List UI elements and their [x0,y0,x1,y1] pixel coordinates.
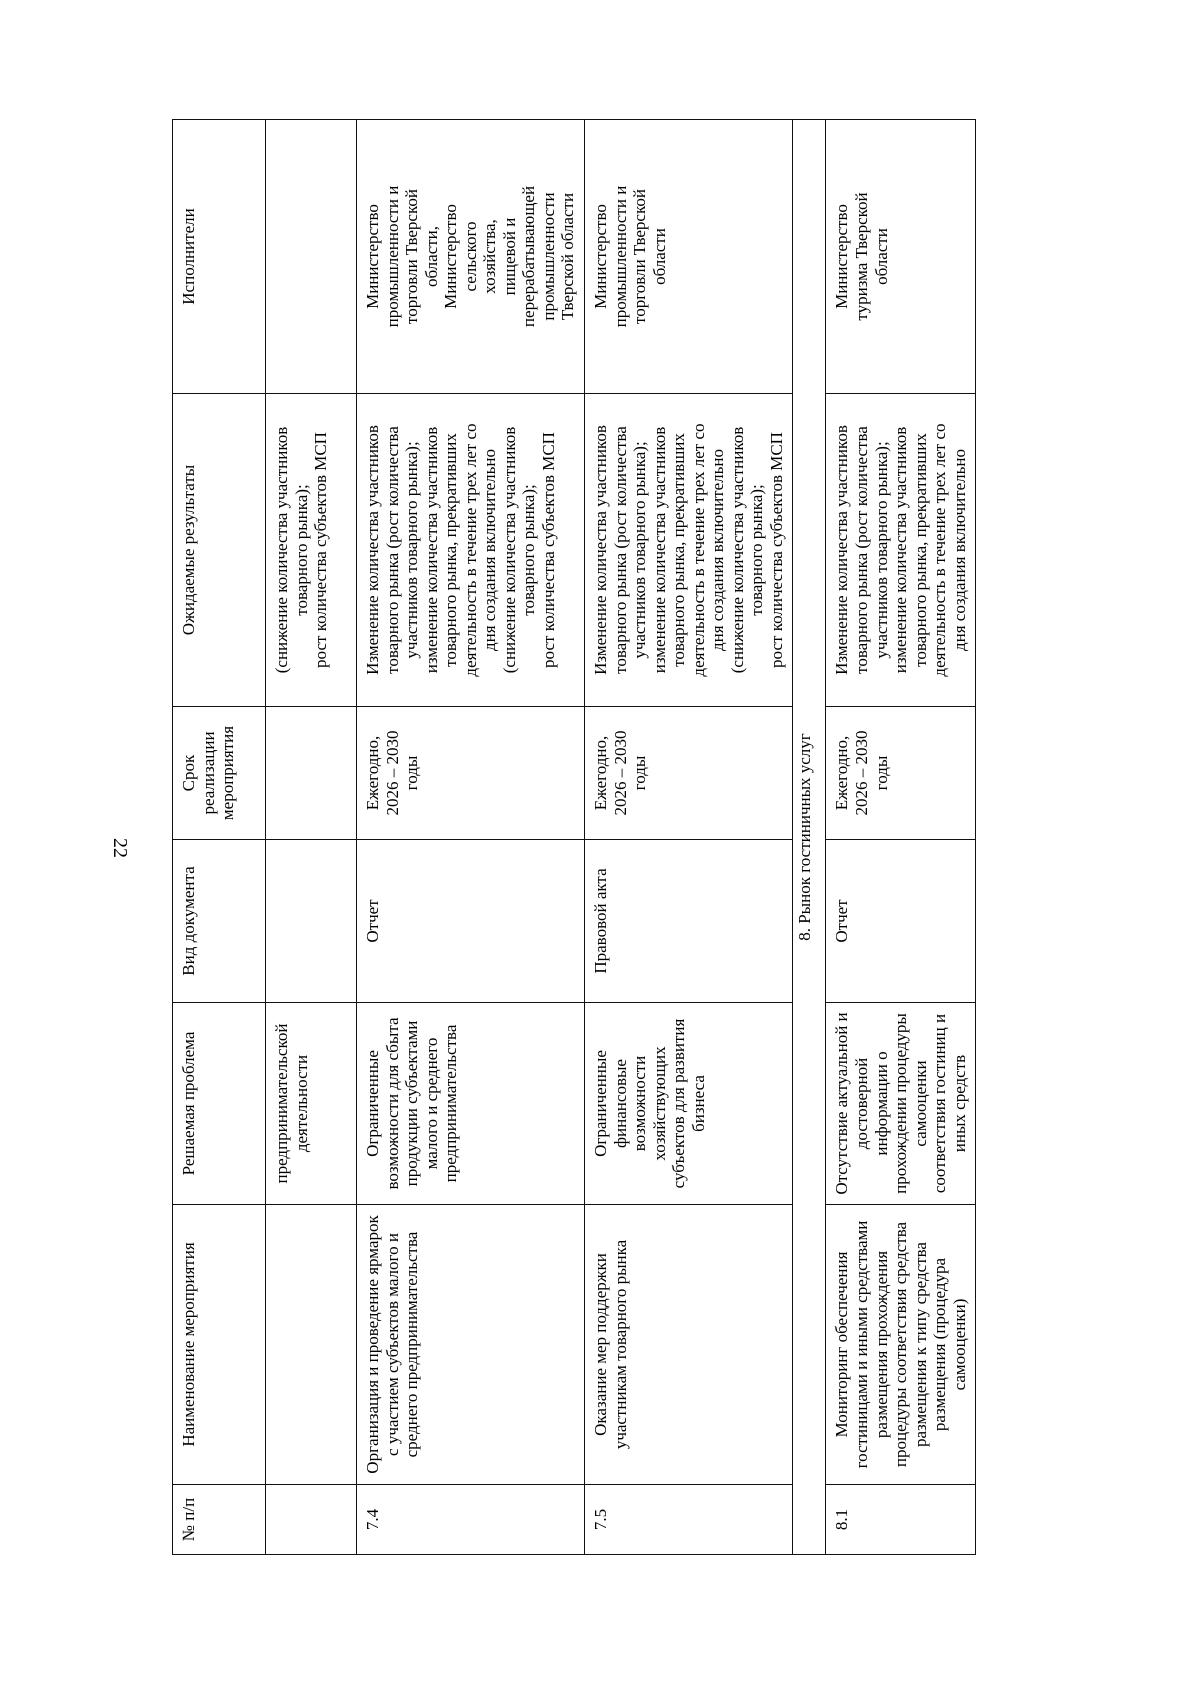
header-term: Срок реализации мероприятия [173,707,266,840]
text-line: участников товарного рынка); [402,441,422,659]
text-line: промышленности и [382,185,402,328]
text-line: возможности [630,1055,650,1152]
header-exec: Исполнители [173,120,266,394]
cell-results [266,394,357,707]
section-title: 8. Рынок гостиничных услуг [793,120,826,1555]
cell-name [826,1205,976,1485]
header-results: Ожидаемые результаты [173,394,266,707]
text-line: финансовые [610,1059,630,1148]
text-line: товарного рынка); [747,484,767,616]
text-line: изменение количества участников [649,426,669,674]
text-line: размещения (процедура [930,1257,950,1432]
text-line: товарного рынка (рост количества [852,426,872,674]
text-line: промышленности и [610,185,630,328]
text-line: пищевой и [499,217,519,296]
text-line: рост количества субъектов МСП [766,432,786,668]
header-doc: Вид документа [173,840,266,1003]
text-line: размещения прохождения [871,1250,891,1439]
measures-table [172,119,976,1555]
table-row-8-1 [826,120,976,1555]
text-line: дня создания включительно [949,449,969,652]
text-line: возможности для сбыта [382,1017,402,1190]
cell-problem [585,1003,793,1205]
text-line: предпринимательства [441,1024,461,1183]
cell-results [826,394,976,707]
text-line: Организация и проведение ярмарок [363,1215,382,1474]
cell-term [585,707,793,840]
text-line: товарного рынка); [291,484,311,616]
text-line: предпринимательской [272,1023,291,1184]
section-row [793,120,826,1555]
text-line: 2026 – 2030 [610,730,630,816]
cell-num: 7.4 [357,1485,585,1555]
cell-doc: Правовой акта [585,840,793,1003]
text-line: иных средств [949,1054,969,1153]
text-line: деятельность в течение трех лет со [460,423,480,677]
cell-results [585,394,793,707]
cell-exec [266,120,357,394]
text-line: Оказание мер поддержки [591,1253,611,1436]
text-line: рост количества субъектов МСП [538,432,558,668]
header-num: № п/п [173,1485,266,1555]
cell-name [585,1205,793,1485]
cell-name [266,1205,357,1485]
text-line: процедуры соответствия средства [891,1221,911,1468]
text-line: Министерство [441,204,461,309]
text-line: деятельности [291,1054,311,1153]
text-line: годы [871,755,891,791]
text-line: 2026 – 2030 [852,730,872,816]
cell-term [266,707,357,840]
text-line: информации о [871,1051,891,1156]
text-line: (снижение количества участников [272,426,291,674]
rotated-table-wrapper [172,120,1108,1555]
text-line: Изменение количества участников [591,425,611,675]
header-row [173,120,266,1555]
text-line: Мониторинг обеспечения [832,1251,852,1438]
header-name: Наименование мероприятия [173,1205,266,1485]
text-line: хозяйства, [480,219,500,294]
cell-problem [266,1003,357,1205]
cell-exec [357,120,585,394]
text-line: (снижение количества участников [727,426,747,674]
text-line: с участием субъектов малого и [382,1233,402,1456]
cell-doc: Отчет [357,840,585,1003]
text-line: области [649,228,669,285]
text-line: хозяйствующих [649,1046,669,1161]
text-line: малого и среднего [421,1037,441,1170]
cell-name [357,1205,585,1485]
table-row-continued [266,120,357,1555]
text-line: Изменение количества участников [363,425,382,675]
text-line: товарного рынка, прекративших [441,433,461,667]
text-line: туризма Тверской [852,192,872,321]
text-line: области, [421,225,441,288]
text-line: Ежегодно, [832,735,852,811]
text-line: товарного рынка (рост количества [610,426,630,674]
text-line: дня создания включительно [708,449,728,652]
text-line: годы [630,755,650,791]
text-line: торговли Тверской [402,189,422,324]
text-line: Министерство [832,204,852,309]
text-line: изменение количества участников [891,426,911,674]
page-number: 22 [109,838,131,858]
text-line: Ежегодно, [591,735,611,811]
cell-num: 7.5 [585,1485,793,1555]
cell-num [266,1485,357,1555]
text-line: промышленности [538,192,558,321]
text-line: Тверской области [558,192,578,321]
text-line: торговли Тверской [630,189,650,324]
text-line: области [871,228,891,285]
text-line: деятельность в течение трех лет со [688,423,708,677]
text-line: сельского [460,221,480,292]
text-line: самооценки) [949,1298,969,1391]
text-line: изменение количества участников [421,426,441,674]
text-line: годы [402,755,422,791]
text-line: рост количества субъектов МСП [311,432,331,668]
text-line: субъектов для развития [669,1018,689,1189]
text-line: Изменение количества участников [832,425,852,675]
text-line: размещения к типу средства [910,1242,930,1447]
text-line: Ограниченные [363,1050,382,1157]
text-line: гостиницами и иными средствами [852,1220,872,1469]
text-line: участников товарного рынка); [630,441,650,659]
text-line: прохождении процедуры [891,1013,911,1194]
table-row-7-4 [357,120,585,1555]
cell-problem [826,1003,976,1205]
text-line: Ежегодно, [363,735,382,811]
cell-num: 8.1 [826,1485,976,1555]
text-line: товарного рынка, прекративших [910,433,930,667]
text-line: (снижение количества участников [499,426,519,674]
text-line: товарного рынка (рост количества [382,426,402,674]
cell-term [826,707,976,840]
header-problem: Решаемая проблема [173,1003,266,1205]
cell-results [357,394,585,707]
text-line: товарного рынка); [519,484,539,616]
cell-term [357,707,585,840]
text-line: среднего предпринимательства [402,1231,422,1458]
text-line: продукции субъектами [402,1020,422,1187]
text-line: бизнеса [688,1075,708,1132]
cell-problem [357,1003,585,1205]
text-line: Министерство [363,204,382,309]
text-line: 2026 – 2030 [382,730,402,816]
cell-doc: Отчет [826,840,976,1003]
text-line: соответствия гостиниц и [930,1013,950,1194]
text-line: Отсутствие актуальной и [832,1012,852,1195]
cell-exec [585,120,793,394]
cell-doc [266,840,357,1003]
text-line: деятельность в течение трех лет со [930,423,950,677]
text-line: самооценки [910,1060,930,1147]
cell-exec [826,120,976,394]
text-line: участников товарного рынка); [871,441,891,659]
table-row-7-5 [585,120,793,1555]
text-line: перерабатывающей [519,185,539,328]
text-line: участникам товарного рынка [610,1239,630,1450]
text-line: достоверной [852,1057,872,1150]
text-line: Министерство [591,204,611,309]
text-line: Ограниченные [591,1050,611,1157]
text-line: товарного рынка, прекративших [669,433,689,667]
text-line: дня создания включительно [480,449,500,652]
